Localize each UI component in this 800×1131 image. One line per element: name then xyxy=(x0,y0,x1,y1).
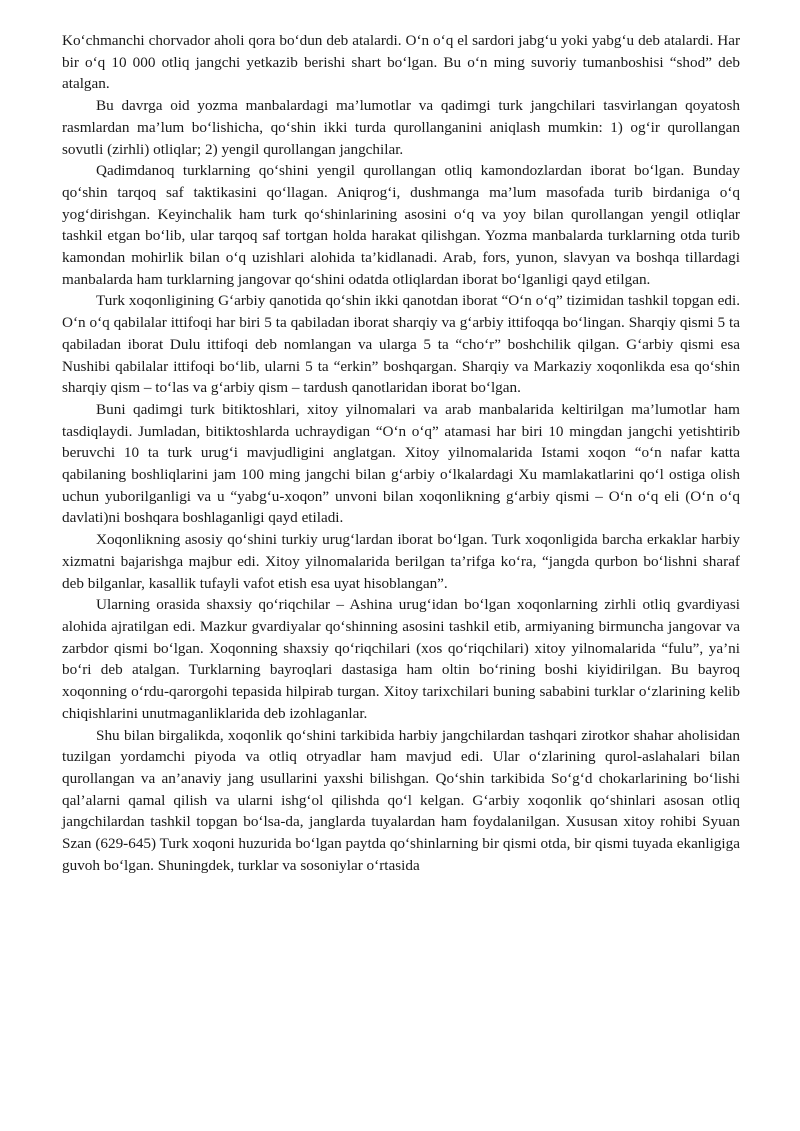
paragraph-5: Buni qadimgi turk bitiktoshlari, xitoy yilnomalari va arab manbalarida keltirilgan ma’lumotlar ham tasdiqlaydi. Jumladan, bitiktoshlarda uchraydigan “O‘n o‘q” atamasi har biri 10 mingdan jangchi yetishtirib beruvchi 10 ta turk urug‘i mavjudligini anglatgan. Xitoy yilnomalarida Istami xoqon “o‘n nafar katta qabilaning boshliqlarini jam 100 ming jangchi bilan g‘arbiy o‘lkalardagi Xu mamlakatlarini qo‘l ostiga olish uchun yuborilganligi va u “yabg‘u-xoqon” unvoni bilan xoqonlikning g‘arbiy qismi – O‘n o‘q eli (O‘n o‘q davlati)ni boshqara boshlaganligi qayd etiladi. xyxy=(62,400,740,527)
paragraph-1: Ko‘chmanchi chorvador aholi qora bo‘dun deb atalardi. O‘n o‘q el sardori jabg‘u yoki yabg‘u deb atalardi. Har bir o‘q 10 000 otliq jangchi yetkazib berishi shart bo‘lgan. Bu o‘n ming suvoriy tumanboshisi “shod” deb atalgan. xyxy=(62,32,740,93)
document-page xyxy=(62,30,740,876)
paragraph-3: Qadimdanoq turklarning qo‘shini yengil qurollangan otliq kamondozlardan iborat bo‘lgan. Bunday qo‘shin tarqoq saf taktikasini qo‘llagan. Aniqrog‘i, dushmanga ma’lum masofada turib birdaniga o‘q yog‘dirishgan. Keyinchalik ham turk qo‘shinlarining asosini o‘q va yoy bilan qurollangan yengil otliqlar tashkil etgan bo‘lib, ular tarqoq saf tortgan holda harakat qilishgan. Yozma manbalarda turklarning otda turib kamondan mohirlik bilan o‘q uzishlari alohida ta’kidlanadi. Arab, fors, yunon, slavyan va boshqa tillardagi manbalarda ham turklarning jangovar qo‘shini odatda otliqlardan iborat bo‘lganligi qayd etilgan. xyxy=(62,162,740,288)
paragraph-4: Turk xoqonligining G‘arbiy qanotida qo‘shin ikki qanotdan iborat “O‘n o‘q” tizimidan tashkil topgan edi. O‘n o‘q qabilalar ittifoqi har biri 5 ta qabiladan iborat sharqiy va g‘arbiy ittifoqqa bo‘lingan. Sharqiy qismi 5 ta qabiladan iborat Dulu ittifoqi deb nomlangan va ularga 5 ta “cho‘r” boshchilik qilgan. G‘arbiy qismi esa Nushibi qabilalar ittifoqi bo‘lib, ularni 5 ta “erkin” boshqargan. Sharqiy va Markaziy xoqonlikda esa qo‘shin sharqiy qism – to‘las va g‘arbiy qism – tardush qanotlaridan iborat bo‘lgan. xyxy=(62,292,740,397)
paragraph-8: Shu bilan birgalikda, xoqonlik qo‘shini tarkibida harbiy jangchilardan tashqari zirotkor shahar aholisidan tuzilgan yordamchi piyoda va otliq otryadlar ham mavjud edi. Ular o‘zlarining qurol-aslahalari bilan qurollangan va an’anaviy jang usullarini yaxshi bilishgan. Qo‘shin tarkibida So‘g‘d chokarlarining bo‘lishi qal’alarni qamal qilish va ularni ishg‘ol qilishda qo‘l kelgan. G‘arbiy xoqonlik qo‘shinlari asosan otliq jangchilardan tashkil topgan bo‘lsa-da, janglarda tuyalardan ham foydalanilgan. Xususan xitoy rohibi Syuan Szan (629-645) Turk xoqoni huzurida bo‘lgan paytda qo‘shinlarning bir qismi otda, bir qismi tuyada ekanligiga guvoh bo‘lgan. Shuningdek, turklar va sosoniylar o‘rtasida xyxy=(62,726,740,874)
paragraph-7: Ularning orasida shaxsiy qo‘riqchilar – Ashina urug‘idan bo‘lgan xoqonlarning zirhli otliq gvardiyasi alohida ajratilgan edi. Mazkur gvardiyalar qo‘shinning asosini tashkil etib, armiyaning birmuncha jangovar va zarbdor qismi bo‘lgan. Xoqonning shaxsiy qo‘riqchilari (xos qo‘riqchilari) xitoy yilnomalarida “fulu”, ya’ni bo‘ri deb atalgan. Turklarning bayroqlari dastasiga ham oltin bo‘rining boshi kiyidirilgan. Bu bayroq xoqonning o‘rdu-qarorgohi tepasida hilpirab turgan. Xitoy tarixchilari buning sababini turklar o‘zlarining kelib chiqishlarini unutmaganliklarida deb izohlaganlar. xyxy=(62,596,740,722)
paragraph-6: Xoqonlikning asosiy qo‘shini turkiy urug‘lardan iborat bo‘lgan. Turk xoqonligida barcha erkaklar harbiy xizmatni bajarishga majbur edi. Xitoy yilnomalarida berilgan ta’rifga ko‘ra, “jangda qurbon bo‘lishni sharaf deb bilganlar, kasallik tufayli vafot etish esa uyat hisoblangan”. xyxy=(62,531,740,592)
paragraph-2: Bu davrga oid yozma manbalardagi ma’lumotlar va qadimgi turk jangchilari tasvirlangan qoyatosh rasmlardan ma’lum bo‘lishicha, qo‘shin ikki turda qurollanganini aniqlash mumkin: 1) og‘ir qurollangan sovutli (zirhli) otliqlar; 2) yengil qurollangan jangchilar. xyxy=(62,97,740,158)
